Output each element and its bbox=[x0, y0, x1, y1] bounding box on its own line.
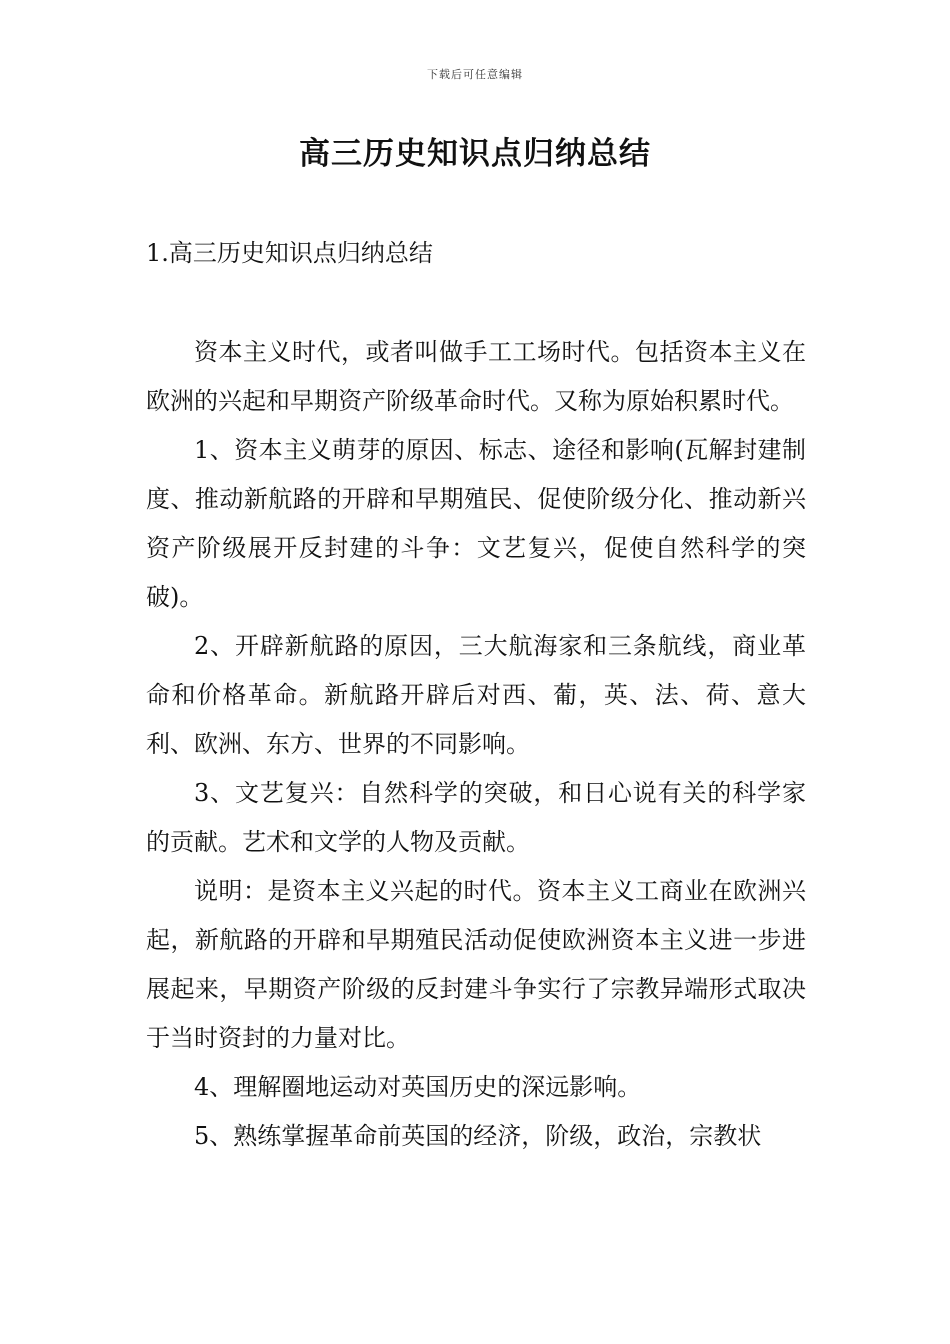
paragraph-item-3: 3、文艺复兴：自然科学的突破，和日心说有关的科学家的贡献。艺术和文学的人物及贡献。 bbox=[146, 779, 806, 856]
section-heading: 1.高三历史知识点归纳总结 bbox=[146, 239, 433, 267]
paragraph-intro: 资本主义时代，或者叫做手工工场时代。包括资本主义在欧洲的兴起和早期资产阶级革命时代。又称为原始积累时代。 bbox=[146, 338, 806, 415]
body-text bbox=[146, 328, 806, 1161]
paragraph-item-5: 5、熟练掌握革命前英国的经济，阶级，政治，宗教状 bbox=[194, 1122, 762, 1150]
document-title: 高三历史知识点归纳总结 bbox=[299, 136, 651, 172]
paragraph-item-4: 4、理解圈地运动对英国历史的深远影响。 bbox=[194, 1073, 642, 1101]
paragraph-item-1: 1、资本主义萌芽的原因、标志、途径和影响(瓦解封建制度、推动新航路的开辟和早期殖民、促使阶级分化、推动新兴资产阶级展开反封建的斗争：文艺复兴，促使自然科学的突破)。 bbox=[146, 436, 806, 611]
header-note: 下载后可任意编辑 bbox=[427, 68, 523, 81]
paragraph-item-2: 2、开辟新航路的原因，三大航海家和三条航线，商业革命和价格革命。新航路开辟后对西、葡，英、法、荷、意大利、欧洲、东方、世界的不同影响。 bbox=[146, 632, 806, 758]
paragraph-note: 说明：是资本主义兴起的时代。资本主义工商业在欧洲兴起，新航路的开辟和早期殖民活动促使欧洲资本主义进一步进展起来，早期资产阶级的反封建斗争实行了宗教异端形式取决于当时资封的力量对比。 bbox=[146, 877, 806, 1052]
